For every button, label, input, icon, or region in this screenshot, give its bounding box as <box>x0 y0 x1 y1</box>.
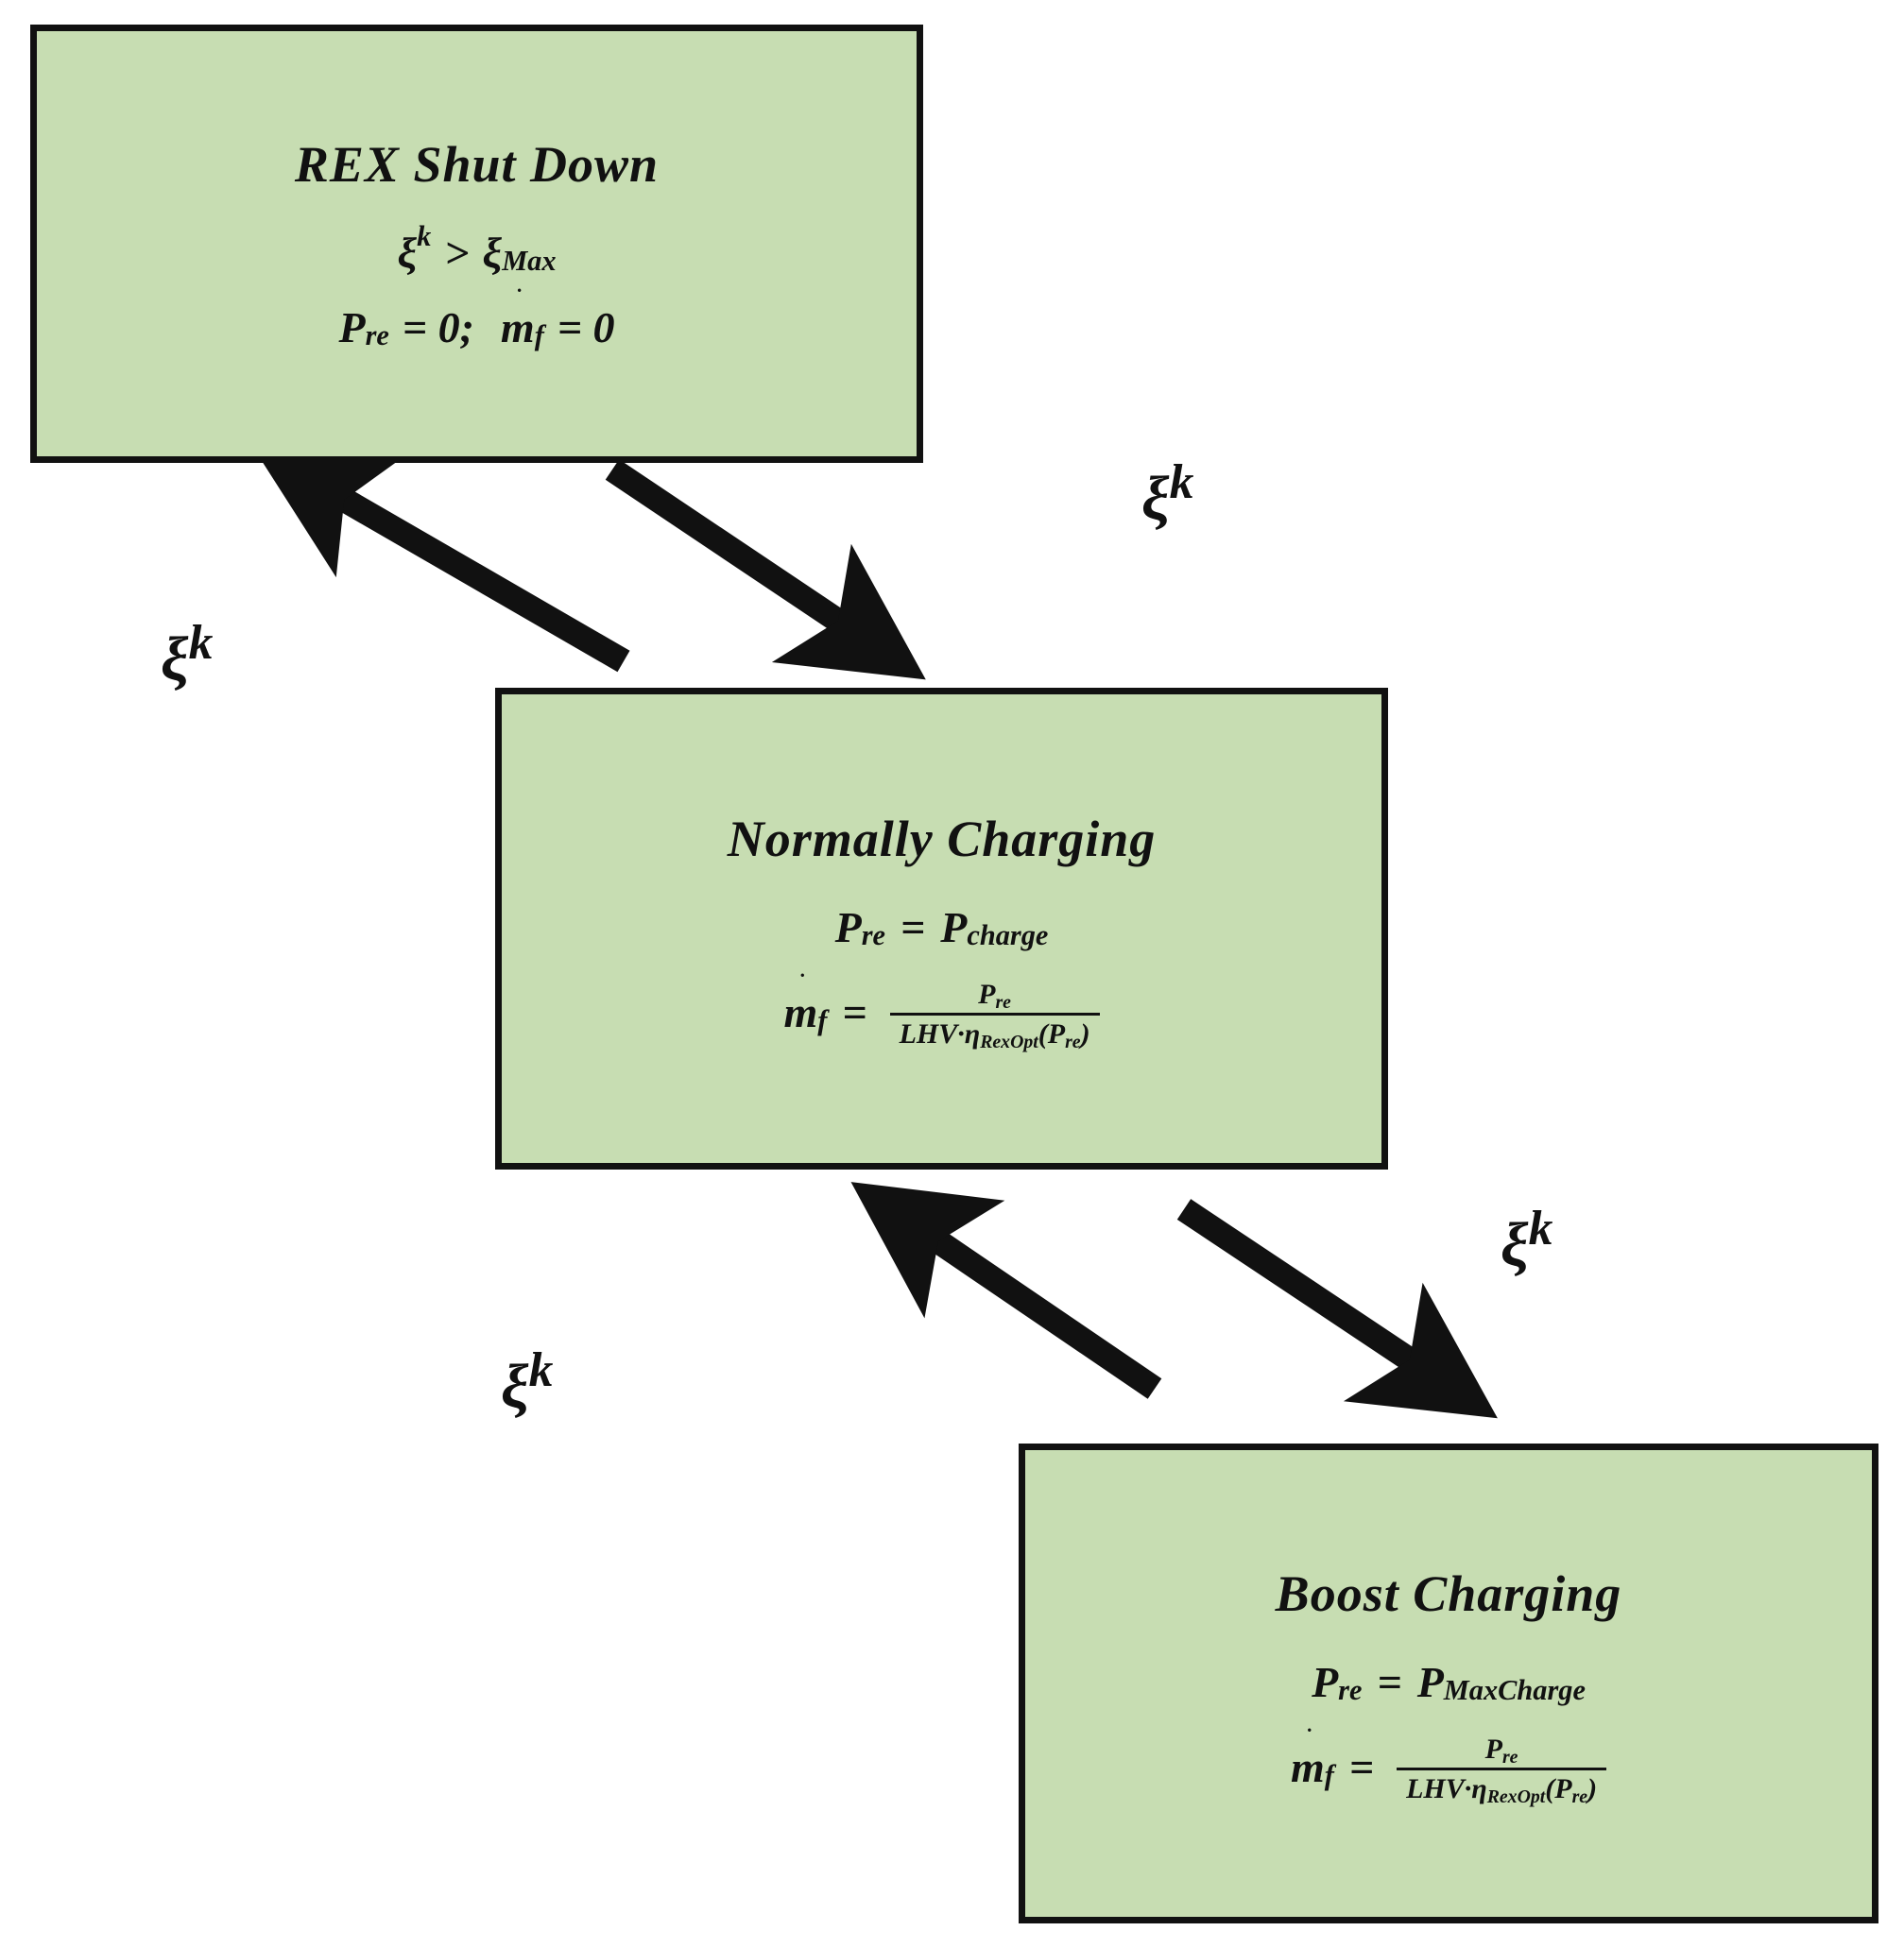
fraction-numerator <box>1474 1734 1530 1768</box>
state-box-boost-charging[interactable] <box>1019 1444 1878 1923</box>
arrow-shutdown-to-normal <box>612 470 865 639</box>
equation-shutdown-outputs <box>338 302 614 352</box>
relation-equals: = <box>1377 1657 1402 1706</box>
p-charge-symbol: P <box>940 902 968 951</box>
p-maxcharge-subscript: MaxCharge <box>1443 1673 1586 1706</box>
equation-boost-fuel-rate <box>1290 1732 1606 1808</box>
p-subscript-re: re <box>1501 1747 1518 1769</box>
transition-label-top-left <box>161 616 214 695</box>
p-charge-subscript: charge <box>967 918 1049 951</box>
arrow-normal-to-boost <box>1184 1209 1436 1377</box>
p-subscript-re: re <box>1338 1673 1363 1706</box>
xi-symbol: ξ <box>501 1352 529 1421</box>
lhv-eta: LHV·η <box>1406 1772 1487 1804</box>
p-subscript-re: re <box>861 918 886 951</box>
mdot-symbol-wrap <box>1291 1742 1325 1792</box>
fraction-fuel-rate <box>890 979 1100 1051</box>
xi-max-symbol: ξ <box>482 229 503 277</box>
fraction-denominator <box>1397 1768 1606 1808</box>
eta-subscript: RexOpt <box>1486 1786 1546 1808</box>
eta-subscript: RexOpt <box>980 1032 1038 1053</box>
equation-normal-fuel-rate <box>783 977 1099 1053</box>
state-box-rex-shut-down[interactable] <box>30 25 923 463</box>
m-subscript-f: f <box>817 1004 828 1037</box>
transition-label-mid-left <box>501 1343 554 1423</box>
p-symbol: P <box>338 303 366 351</box>
state-title-rex-shut-down: REX Shut Down <box>294 136 660 193</box>
relation-equals: = <box>901 902 926 951</box>
transition-label-mid-right <box>1501 1202 1553 1281</box>
relation-equals: = <box>842 988 867 1036</box>
relation-greater-than: > <box>444 229 470 277</box>
p-symbol: P <box>834 902 862 951</box>
m-symbol: m <box>783 988 818 1036</box>
xi-symbol: ξ <box>397 229 418 277</box>
xi-superscript-k: k <box>1169 455 1194 510</box>
eta-arg-open: (P <box>1038 1017 1066 1050</box>
state-title-boost-charging: Boost Charging <box>1275 1564 1622 1622</box>
eta-arg-close: ) <box>1080 1017 1090 1050</box>
state-box-normally-charging[interactable] <box>495 688 1388 1170</box>
transition-label-top-right <box>1141 455 1194 535</box>
xi-superscript-k: k <box>528 1343 554 1398</box>
m-symbol: m <box>500 303 535 351</box>
p-subscript-re: re <box>995 992 1011 1014</box>
xi-superscript-k: k <box>188 616 214 671</box>
xi-symbol: ξ <box>1501 1210 1529 1279</box>
fraction-numerator <box>967 979 1022 1013</box>
equation-shutdown-condition <box>397 220 557 278</box>
p-subscript-re: re <box>365 319 389 352</box>
equation-boost-power <box>1312 1657 1586 1707</box>
p-symbol: P <box>978 978 996 1010</box>
xi-superscript-k: k <box>417 220 432 253</box>
xi-symbol: ξ <box>161 624 189 693</box>
p-symbol: P <box>1312 1657 1339 1706</box>
xi-max-subscript: Max <box>502 245 557 278</box>
eta-arg-close: ) <box>1587 1772 1598 1804</box>
eta-arg-subscript: re <box>1571 1786 1588 1808</box>
arrow-boost-to-normal <box>912 1223 1155 1389</box>
fraction-fuel-rate <box>1397 1733 1606 1808</box>
p-value: = 0; <box>402 303 474 351</box>
arrow-normal-to-shutdown <box>317 484 624 661</box>
xi-superscript-k: k <box>1528 1202 1553 1256</box>
eta-arg-subscript: re <box>1065 1032 1081 1053</box>
mdot-symbol-wrap <box>783 987 817 1037</box>
m-subscript-f: f <box>534 319 544 352</box>
p-symbol: P <box>1484 1733 1502 1765</box>
state-title-normally-charging: Normally Charging <box>727 810 1157 867</box>
m-value: = 0 <box>557 303 615 351</box>
equation-normal-power <box>835 902 1049 952</box>
lhv-eta: LHV·η <box>899 1017 981 1050</box>
mdot-symbol-wrap <box>501 302 535 352</box>
fraction-denominator <box>890 1013 1100 1051</box>
p-maxcharge-symbol: P <box>1416 1657 1444 1706</box>
eta-arg-open: (P <box>1545 1772 1572 1804</box>
xi-symbol: ξ <box>1141 464 1170 533</box>
relation-equals: = <box>1348 1743 1375 1791</box>
m-subscript-f: f <box>1324 1759 1334 1792</box>
m-symbol: m <box>1290 1743 1325 1791</box>
